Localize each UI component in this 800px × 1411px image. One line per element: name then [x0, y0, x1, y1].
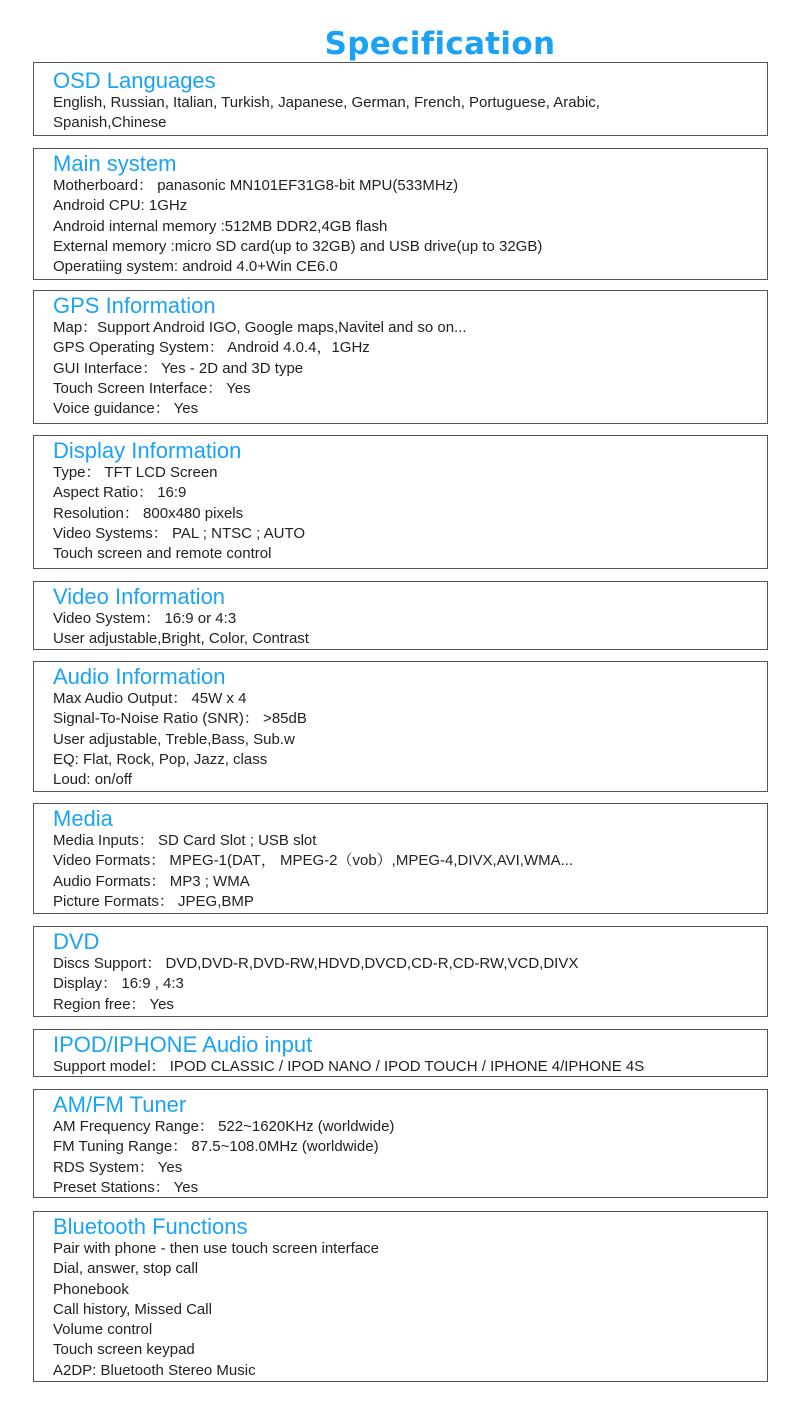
spec-line: AM Frequency Range： 522~1620KHz (worldwide)	[53, 1118, 395, 1135]
spec-line: Support model： IPOD CLASSIC / IPOD NANO / IPOD TOUCH / IPHONE 4/IPHONE 4S	[53, 1058, 645, 1075]
spec-line: Video System： 16:9 or 4:3	[53, 610, 237, 627]
spec-line: Pair with phone - then use touch screen interface	[53, 1240, 380, 1257]
spec-line: Phonebook	[53, 1280, 129, 1298]
section-heading: GPS Information	[53, 293, 216, 318]
spec-line: Resolution： 800x480 pixels	[53, 504, 244, 522]
spec-line: Motherboard： panasonic MN101EF31G8-bit MPU(533MHz)	[53, 177, 459, 194]
spec-line: Volume control	[53, 1321, 153, 1339]
spec-line: Spanish,Chinese	[53, 114, 167, 132]
spec-line: Video Systems： PAL ; NTSC ; AUTO	[53, 524, 306, 542]
section-heading: Display Information	[53, 438, 242, 463]
spec-section	[33, 581, 768, 650]
spec-line: Type： TFT LCD Screen	[53, 464, 218, 481]
spec-line: Operatiing system: android 4.0+Win CE6.0	[53, 258, 338, 276]
spec-section	[33, 290, 768, 424]
spec-line: Preset Stations： Yes	[53, 1178, 199, 1196]
spec-line: Picture Formats： JPEG,BMP	[53, 892, 254, 910]
section-heading: IPOD/IPHONE Audio input	[53, 1032, 313, 1057]
spec-line: Android CPU: 1GHz	[53, 197, 188, 215]
spec-line: EQ: Flat, Rock, Pop, Jazz, class	[53, 750, 268, 768]
spec-section	[33, 661, 768, 792]
spec-line: Voice guidance： Yes	[53, 400, 199, 418]
page-title: Specification	[324, 26, 556, 62]
spec-section	[33, 1211, 768, 1382]
spec-section	[33, 926, 768, 1017]
section-heading: DVD	[53, 929, 100, 954]
spec-line: FM Tuning Range： 87.5~108.0MHz (worldwide)	[53, 1138, 379, 1156]
spec-line: Discs Support： DVD,DVD-R,DVD-RW,HDVD,DVCD,CD-R,CD-RW,VCD,DIVX	[53, 955, 579, 972]
section-heading: Video Information	[53, 584, 226, 609]
spec-line: GUI Interface： Yes - 2D and 3D type	[53, 359, 304, 377]
spec-line: Touch Screen Interface： Yes	[53, 379, 251, 397]
spec-line: Media Inputs： SD Card Slot ; USB slot	[53, 832, 317, 849]
spec-section	[33, 62, 768, 136]
spec-line: Region free： Yes	[53, 995, 174, 1013]
section-heading: Main system	[53, 151, 177, 176]
section-heading: OSD Languages	[53, 68, 216, 93]
spec-line: Call history, Missed Call	[53, 1300, 212, 1318]
spec-line: User adjustable, Treble,Bass, Sub.w	[53, 730, 295, 748]
spec-line: User adjustable,Bright, Color, Contrast	[53, 630, 309, 648]
spec-line: English, Russian, Italian, Turkish, Japanese, German, French, Portuguese, Arabic,	[53, 94, 600, 111]
spec-section	[33, 435, 768, 569]
section-heading: Audio Information	[53, 664, 226, 689]
spec-line: Max Audio Output： 45W x 4	[53, 690, 247, 707]
spec-line: Aspect Ratio： 16:9	[53, 484, 187, 502]
spec-line: Audio Formats： MP3 ; WMA	[53, 872, 250, 890]
spec-line: Android internal memory :512MB DDR2,4GB flash	[53, 217, 388, 235]
spec-section	[33, 148, 768, 280]
spec-line: Video Formats： MPEG-1(DAT， MPEG-2（vob）,MPEG-4,DIVX,AVI,WMA...	[53, 852, 574, 870]
spec-section	[33, 1029, 768, 1077]
spec-line: A2DP: Bluetooth Stereo Music	[53, 1361, 256, 1379]
section-heading: Media	[53, 806, 113, 831]
spec-line: GPS Operating System： Android 4.0.4，1GHz	[53, 339, 370, 357]
spec-line: Display： 16:9 , 4:3	[53, 975, 184, 993]
section-heading: AM/FM Tuner	[53, 1092, 187, 1117]
spec-line: Signal-To-Noise Ratio (SNR)： >85dB	[53, 710, 307, 728]
spec-line: RDS System： Yes	[53, 1158, 183, 1176]
spec-line: Dial, answer, stop call	[53, 1260, 199, 1278]
spec-line: External memory :micro SD card(up to 32GB) and USB drive(up to 32GB)	[53, 237, 543, 255]
spec-section	[33, 1089, 768, 1198]
spec-line: Map：Support Android IGO, Google maps,Navitel and so on...	[53, 319, 467, 336]
spec-section	[33, 803, 768, 914]
section-heading: Bluetooth Functions	[53, 1214, 248, 1239]
spec-line: Touch screen keypad	[53, 1341, 195, 1359]
spec-line: Loud: on/off	[53, 771, 132, 789]
spec-line: Touch screen and remote control	[53, 545, 272, 563]
